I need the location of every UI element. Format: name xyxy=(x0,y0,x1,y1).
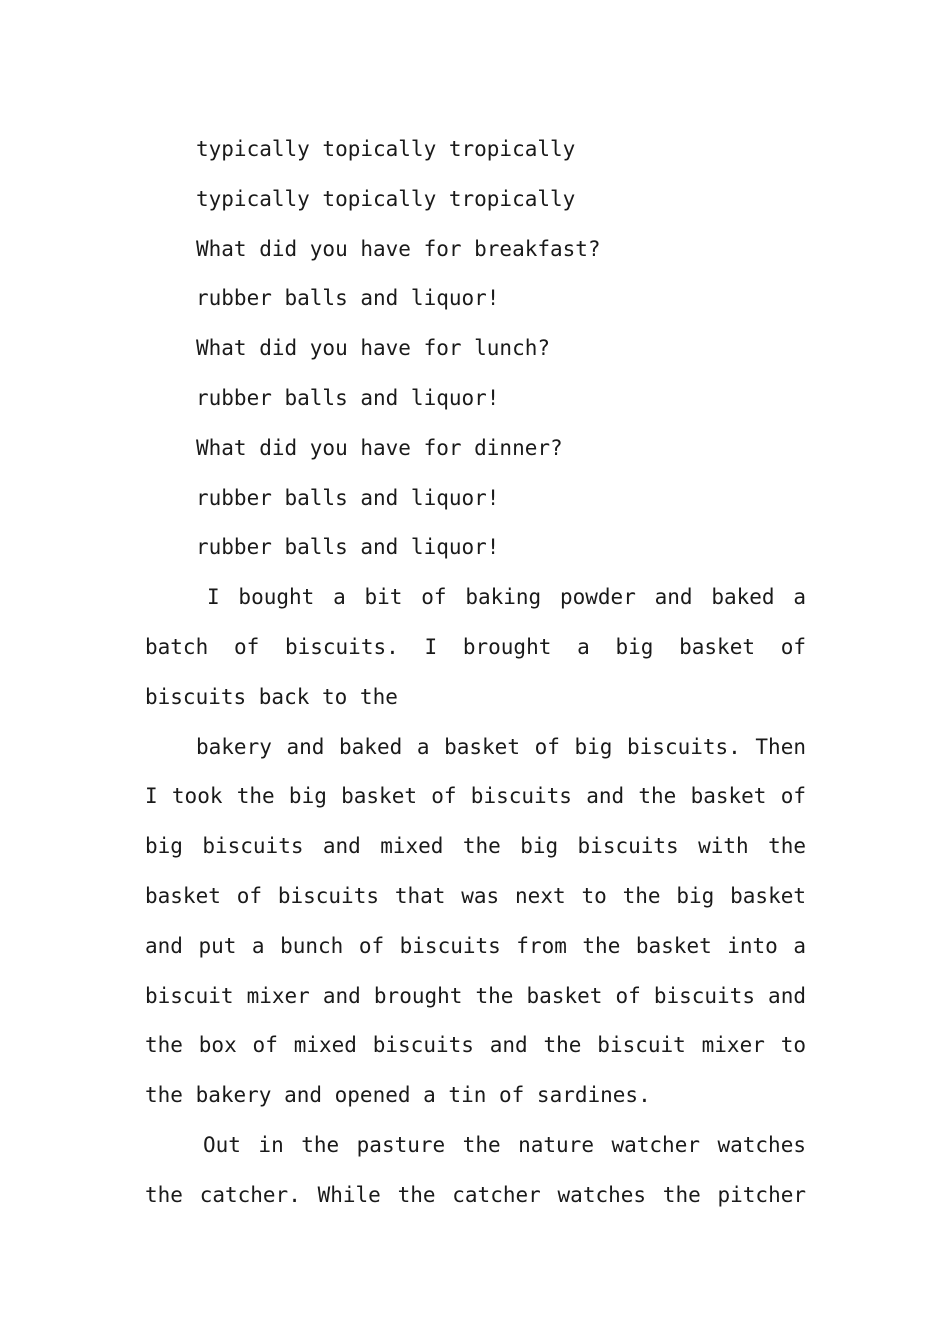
paragraph-biscuits-intro: I bought a bit of baking powder and baked a batch of biscuits. I brought a big basket of biscuits back to the xyxy=(145,585,806,709)
verse-line: rubber balls and liquor! xyxy=(196,385,500,410)
document-body xyxy=(145,125,806,1221)
verse-line: What did you have for lunch? xyxy=(196,336,551,361)
paragraph-pasture: Out in the pasture the nature watcher watches the catcher. While the catcher watches the pitcher xyxy=(145,1132,806,1207)
verse-line: rubber balls and liquor! xyxy=(196,286,500,311)
verse-line: What did you have for breakfast? xyxy=(196,236,601,261)
verse-line: rubber balls and liquor! xyxy=(196,535,500,560)
verse-line: rubber balls and liquor! xyxy=(196,485,500,510)
verse-line: typically topically tropically xyxy=(196,137,576,161)
paragraph-biscuits-bakery: bakery and baked a basket of big biscuits. Then I took the big basket of biscuits and the basket of big biscuits and mixed the big biscuits with the basket of biscuits that was next to the big basket and put a bunch of biscuits from the basket into a biscuit mixer and brought the basket of biscuits and the box of mixed biscuits and the biscuit mixer to the bakery and opened a tin of sardines. xyxy=(145,734,806,1108)
verse-line: typically topically tropically xyxy=(196,186,576,211)
verse-line: What did you have for dinner? xyxy=(196,435,563,460)
